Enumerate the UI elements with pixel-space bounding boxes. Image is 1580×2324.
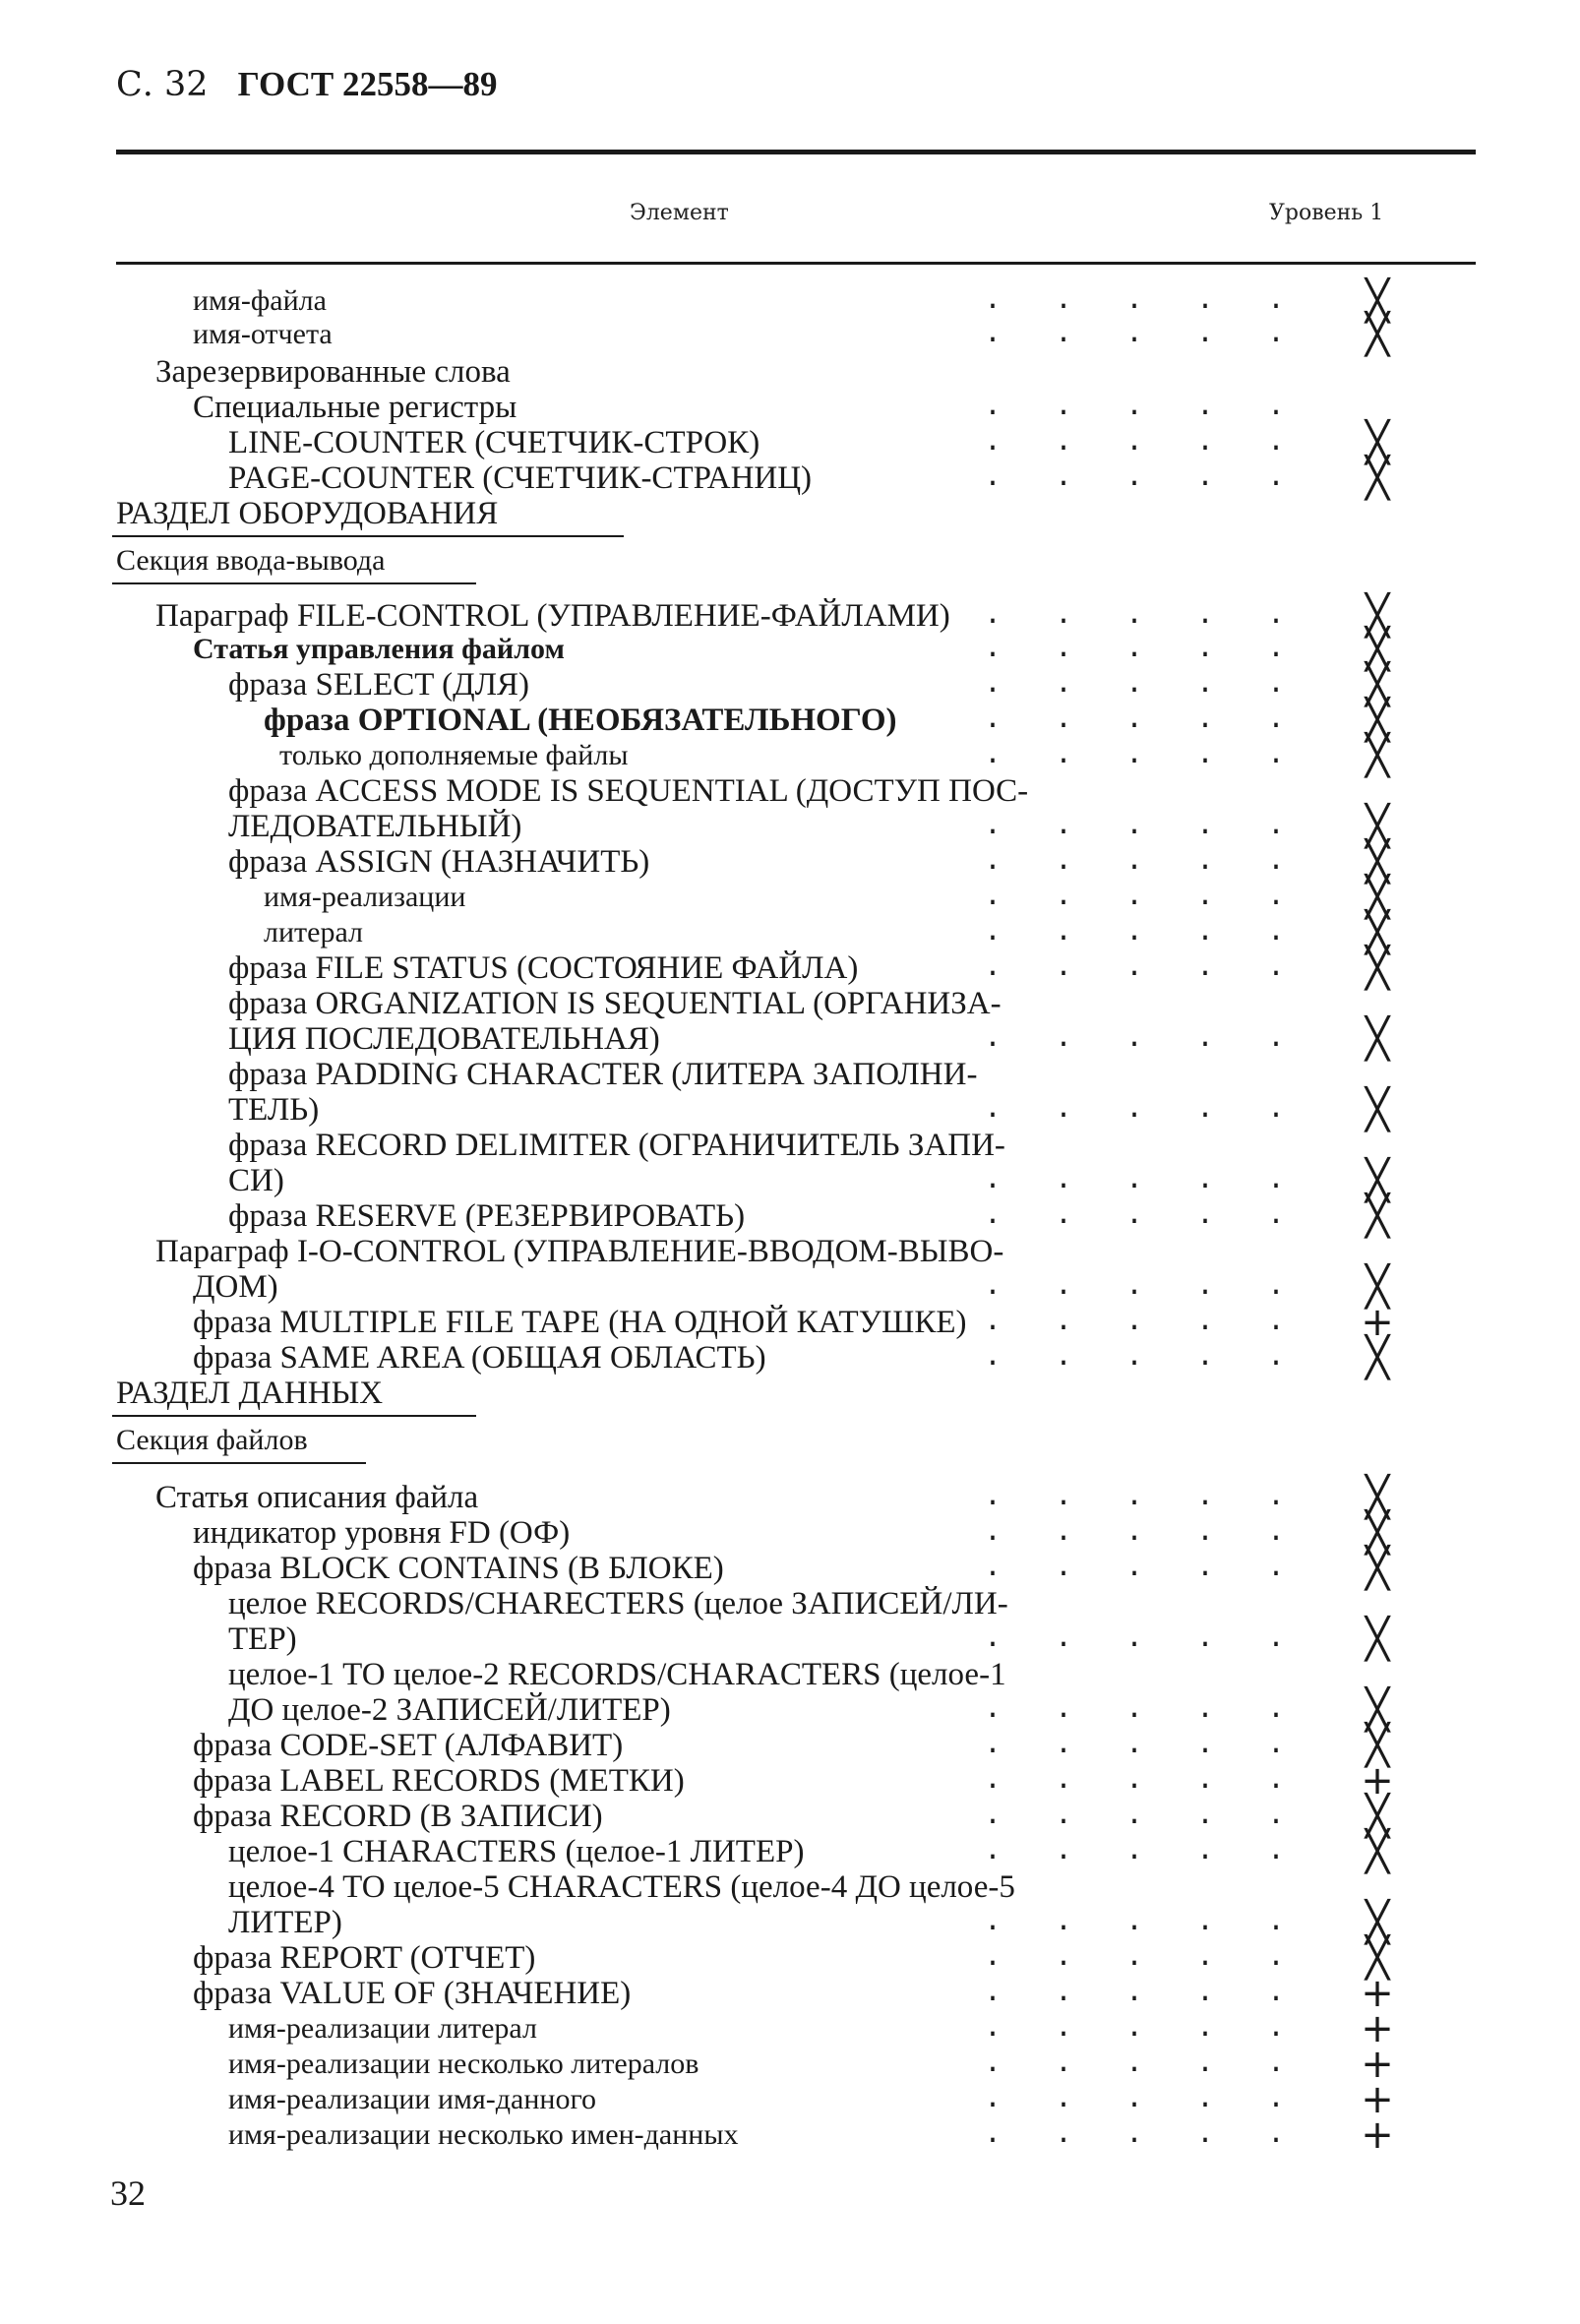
element-label: LINE-COUNTER (СЧЕТЧИК-СТРОК) bbox=[228, 425, 760, 460]
table-row bbox=[0, 1935, 1580, 1981]
table-row bbox=[0, 1264, 1580, 1310]
dot-leader: . . . . . bbox=[984, 284, 1286, 318]
cross-mark-icon: ╳ bbox=[1365, 1829, 1390, 1874]
cross-mark-icon: ╳ bbox=[1365, 698, 1390, 743]
dot-leader: . . . . . bbox=[984, 426, 1286, 459]
element-label: имя-файла bbox=[193, 284, 327, 317]
table-row bbox=[0, 1546, 1580, 1591]
element-label: Параграф I-O-CONTROL (УПРАВЛЕНИЕ-ВВОДОМ-ВЫВО- bbox=[155, 1234, 1004, 1269]
dot-leader: . . . . . bbox=[984, 1341, 1286, 1375]
dot-leader: . . . . . bbox=[984, 461, 1286, 495]
dot-leader: . . . . . bbox=[984, 668, 1286, 702]
dot-leader: . . . . . bbox=[984, 810, 1286, 843]
element-label: имя-реализации литерал bbox=[228, 2012, 537, 2045]
cross-mark-icon: ╳ bbox=[1365, 593, 1390, 639]
dot-leader: . . . . . bbox=[984, 1729, 1286, 1762]
table-row bbox=[0, 1829, 1580, 1874]
table-row bbox=[0, 804, 1580, 849]
element-label: ЛЕДОВАТЕЛЬНЫЙ) bbox=[228, 809, 522, 844]
table-row bbox=[0, 1510, 1580, 1556]
cross-mark-icon: ╳ bbox=[1365, 1475, 1390, 1520]
element-label: имя-реализации имя-данного bbox=[228, 2083, 597, 2115]
cross-mark-icon: ╳ bbox=[1365, 1158, 1390, 1203]
table-row bbox=[0, 1300, 1580, 1345]
element-label: целое-1 ТО целое-2 RECORDS/CHARACTERS (целое-1 bbox=[228, 1657, 1006, 1692]
header-rule bbox=[116, 150, 1476, 154]
dot-leader: . . . . . bbox=[984, 1800, 1286, 1833]
dot-leader: . . . . . bbox=[984, 1164, 1286, 1197]
table-row bbox=[0, 354, 1580, 390]
dot-leader: . . . . . bbox=[984, 1906, 1286, 1939]
plus-mark-icon: + bbox=[1361, 2042, 1394, 2087]
column-header-element: Элемент bbox=[630, 201, 729, 225]
dot-leader: . . . . . bbox=[984, 1941, 1286, 1975]
element-label: фраза MULTIPLE FILE TAPE (НА ОДНОЙ КАТУШКЕ) bbox=[193, 1305, 967, 1340]
dot-leader: . . . . . bbox=[984, 951, 1286, 985]
element-label: Секция ввода-вывода bbox=[116, 544, 386, 577]
dot-leader: . . . . . bbox=[984, 916, 1286, 949]
dot-leader: . . . . . bbox=[984, 1693, 1286, 1727]
dot-leader: . . . . . bbox=[984, 1835, 1286, 1868]
element-label: Статья описания файла bbox=[155, 1480, 479, 1515]
element-label: фраза REPORT (ОТЧЕТ) bbox=[193, 1940, 536, 1976]
dot-leader: . . . . . bbox=[984, 2012, 1286, 2046]
table-row bbox=[0, 1016, 1580, 1062]
table-row bbox=[0, 773, 1580, 809]
heading-underline bbox=[112, 582, 476, 584]
element-label: имя-реализации несколько имен-данных bbox=[228, 2118, 739, 2151]
table-row bbox=[0, 1869, 1580, 1905]
element-label: имя-отчета bbox=[193, 318, 333, 350]
dot-leader: . . . . . bbox=[984, 2048, 1286, 2081]
element-label: Зарезервированные слова bbox=[155, 354, 511, 390]
table-row bbox=[0, 1193, 1580, 1239]
table-row bbox=[0, 1087, 1580, 1132]
element-label: фраза ASSIGN (НАЗНАЧИТЬ) bbox=[228, 844, 650, 880]
heading-underline bbox=[112, 535, 624, 537]
table-row bbox=[0, 2042, 1580, 2087]
table-row bbox=[0, 1657, 1580, 1692]
cross-mark-icon: ╳ bbox=[1365, 1687, 1390, 1733]
dot-leader: . . . . . bbox=[984, 1481, 1286, 1514]
table-row bbox=[0, 1057, 1580, 1092]
element-label: фраза OPTIONAL (НЕОБЯЗАТЕЛЬНОГО) bbox=[264, 703, 897, 738]
element-label: фраза BLOCK CONTAINS (В БЛОКЕ) bbox=[193, 1551, 724, 1586]
table-row bbox=[0, 1376, 1580, 1411]
element-label: РАЗДЕЛ ДАННЫХ bbox=[116, 1376, 384, 1411]
table-row bbox=[0, 1586, 1580, 1621]
dot-leader: . . . . . bbox=[984, 2118, 1286, 2152]
dot-leader: . . . . . bbox=[984, 881, 1286, 914]
element-label: фраза CODE-SET (АЛФАВИТ) bbox=[193, 1728, 624, 1763]
dot-leader: . . . . . bbox=[984, 2083, 1286, 2116]
dot-leader: . . . . . bbox=[984, 703, 1286, 737]
table-row bbox=[0, 1758, 1580, 1804]
plus-mark-icon: + bbox=[1361, 2112, 1394, 2158]
cross-mark-icon: ╳ bbox=[1365, 1087, 1390, 1132]
table-row bbox=[0, 946, 1580, 991]
cross-mark-icon: ╳ bbox=[1365, 1016, 1390, 1062]
element-label: фраза PADDING CHARACTER (ЛИТЕРА ЗАПОЛНИ- bbox=[228, 1057, 978, 1092]
table-row bbox=[0, 1971, 1580, 2016]
table-row bbox=[0, 1423, 1580, 1458]
element-label: ЛИТЕР) bbox=[228, 1905, 342, 1940]
element-label: фраза VALUE OF (ЗНАЧЕНИЕ) bbox=[193, 1976, 632, 2011]
element-label: целое-4 ТО целое-5 CHARACTERS (целое-4 ДО целое-5 bbox=[228, 1869, 1015, 1905]
element-label: целое-1 CHARACTERS (целое-1 ЛИТЕР) bbox=[228, 1834, 805, 1869]
element-label: фраза RESERVE (РЕЗЕРВИРОВАТЬ) bbox=[228, 1198, 746, 1234]
element-label: PAGE-COUNTER (СЧЕТЧИК-СТРАНИЦ) bbox=[228, 460, 813, 496]
element-label: индикатор уровня FD (ОФ) bbox=[193, 1515, 571, 1551]
dot-leader: . . . . . bbox=[984, 1199, 1286, 1233]
element-label: ТЕР) bbox=[228, 1621, 297, 1657]
cross-mark-icon: ╳ bbox=[1365, 278, 1390, 324]
dot-leader: . . . . . bbox=[984, 1022, 1286, 1056]
table-row bbox=[0, 420, 1580, 465]
table-row bbox=[0, 1335, 1580, 1380]
element-label: имя-реализации несколько литералов bbox=[228, 2048, 699, 2080]
element-label: фраза RECORD DELIMITER (ОГРАНИЧИТЕЛЬ ЗАПИ- bbox=[228, 1128, 1005, 1163]
table-row bbox=[0, 839, 1580, 885]
table-row bbox=[0, 733, 1580, 778]
plus-mark-icon: + bbox=[1361, 1758, 1394, 1804]
cross-mark-icon: ╳ bbox=[1365, 456, 1390, 501]
cross-mark-icon: ╳ bbox=[1365, 1900, 1390, 1945]
cross-mark-icon: ╳ bbox=[1365, 733, 1390, 778]
cross-mark-icon bbox=[1360, 354, 1395, 390]
dot-leader: . . . . . bbox=[984, 1093, 1286, 1127]
dot-leader: . . . . . bbox=[984, 1270, 1286, 1304]
cross-mark-icon: ╳ bbox=[1365, 1510, 1390, 1556]
table-row bbox=[0, 390, 1580, 425]
column-header-level: Уровень 1 bbox=[1269, 201, 1384, 225]
heading-underline bbox=[112, 1462, 366, 1464]
cross-mark-icon: ╳ bbox=[1365, 946, 1390, 991]
cross-mark-icon: ╳ bbox=[1365, 1723, 1390, 1768]
cross-mark-icon: ╳ bbox=[1365, 910, 1390, 955]
cross-mark-icon: ╳ bbox=[1365, 875, 1390, 920]
element-label: Статья управления файлом bbox=[193, 633, 565, 665]
element-label: ЦИЯ ПОСЛЕДОВАТЕЛЬНАЯ) bbox=[228, 1021, 660, 1057]
table-row bbox=[0, 2112, 1580, 2158]
table-row bbox=[0, 1234, 1580, 1269]
element-label: Секция файлов bbox=[116, 1424, 308, 1456]
dot-leader: . . . . . bbox=[984, 391, 1286, 424]
table-row bbox=[0, 1617, 1580, 1662]
table-row bbox=[0, 986, 1580, 1021]
table-row bbox=[0, 278, 1580, 324]
cross-mark-icon: ╳ bbox=[1365, 312, 1390, 357]
element-label: фраза ACCESS MODE IS SEQUENTIAL (ДОСТУП ПОС- bbox=[228, 773, 1029, 809]
cross-mark-icon: ╳ bbox=[1365, 804, 1390, 849]
table-row bbox=[0, 2077, 1580, 2122]
column-header-rule bbox=[116, 262, 1476, 265]
cross-mark-icon bbox=[1360, 543, 1395, 579]
dot-leader: . . . . . bbox=[984, 599, 1286, 633]
cross-mark-icon: ╳ bbox=[1365, 627, 1390, 672]
plus-mark-icon: + bbox=[1361, 2006, 1394, 2051]
element-label: ТЕЛЬ) bbox=[228, 1092, 320, 1128]
cross-mark-icon bbox=[1360, 1423, 1395, 1458]
dot-leader: . . . . . bbox=[984, 1977, 1286, 2010]
page-header bbox=[116, 65, 498, 104]
dot-leader: . . . . . bbox=[984, 845, 1286, 879]
element-label: литерал bbox=[264, 916, 364, 948]
table-row bbox=[0, 1900, 1580, 1945]
table-row bbox=[0, 662, 1580, 707]
table-row bbox=[0, 875, 1580, 920]
element-label: ДОМ) bbox=[193, 1269, 278, 1305]
cross-mark-icon bbox=[1360, 496, 1395, 531]
element-label: фраза LABEL RECORDS (МЕТКИ) bbox=[193, 1763, 685, 1799]
dot-leader: . . . . . bbox=[984, 1552, 1286, 1585]
cross-mark-icon: ╳ bbox=[1365, 420, 1390, 465]
cross-mark-icon: ╳ bbox=[1365, 1264, 1390, 1310]
heading-underline bbox=[112, 1415, 476, 1417]
element-label: фраза SELECT (ДЛЯ) bbox=[228, 667, 529, 703]
element-label: только дополняемые файлы bbox=[279, 739, 629, 771]
page-label: С. 32 bbox=[116, 65, 209, 104]
cross-mark-icon: ╳ bbox=[1365, 1193, 1390, 1239]
table-row bbox=[0, 627, 1580, 672]
table-row bbox=[0, 312, 1580, 357]
table-row bbox=[0, 1687, 1580, 1733]
dot-leader: . . . . . bbox=[984, 318, 1286, 351]
table-row bbox=[0, 1723, 1580, 1768]
table-row bbox=[0, 543, 1580, 579]
table-row bbox=[0, 1475, 1580, 1520]
element-label: ДО целое-2 ЗАПИСЕЙ/ЛИТЕР) bbox=[228, 1692, 671, 1728]
dot-leader: . . . . . bbox=[984, 1306, 1286, 1339]
element-label: имя-реализации bbox=[264, 881, 466, 913]
table-row bbox=[0, 2006, 1580, 2051]
cross-mark-icon: ╳ bbox=[1365, 1935, 1390, 1981]
table-row bbox=[0, 698, 1580, 743]
element-label: фраза RECORD (В ЗАПИСИ) bbox=[193, 1799, 603, 1834]
element-label: целое RECORDS/CHARECTERS (целое ЗАПИСЕЙ/ЛИ- bbox=[228, 1586, 1008, 1621]
element-label: фраза ORGANIZATION IS SEQUENTIAL (ОРГАНИЗА- bbox=[228, 986, 1002, 1021]
dot-leader: . . . . . bbox=[984, 633, 1286, 666]
dot-leader: . . . . . bbox=[984, 1516, 1286, 1550]
page-number: 32 bbox=[110, 2173, 146, 2213]
element-label: Специальные регистры bbox=[193, 390, 517, 425]
table-row bbox=[0, 910, 1580, 955]
gost-number: ГОСТ 22558—89 bbox=[237, 65, 498, 103]
cross-mark-icon: ╳ bbox=[1365, 662, 1390, 707]
cross-mark-icon: ╳ bbox=[1365, 839, 1390, 885]
element-label: РАЗДЕЛ ОБОРУДОВАНИЯ bbox=[116, 496, 499, 531]
plus-mark-icon: + bbox=[1361, 1971, 1394, 2016]
table-row bbox=[0, 1794, 1580, 1839]
table-row bbox=[0, 1158, 1580, 1203]
dot-leader: . . . . . bbox=[984, 1764, 1286, 1798]
cross-mark-icon: ╳ bbox=[1365, 1794, 1390, 1839]
cross-mark-icon: ╳ bbox=[1365, 1617, 1390, 1662]
element-label: СИ) bbox=[228, 1163, 284, 1198]
table-row bbox=[0, 593, 1580, 639]
dot-leader: . . . . . bbox=[984, 1622, 1286, 1656]
table-row bbox=[0, 456, 1580, 501]
table-row bbox=[0, 1128, 1580, 1163]
plus-mark-icon: + bbox=[1361, 1300, 1394, 1345]
cross-mark-icon: ╳ bbox=[1365, 1546, 1390, 1591]
element-label: фраза FILE STATUS (СОСТОЯНИЕ ФАЙЛА) bbox=[228, 950, 859, 986]
table-row bbox=[0, 496, 1580, 531]
element-label: Параграф FILE-CONTROL (УПРАВЛЕНИЕ-ФАЙЛАМИ) bbox=[155, 598, 950, 634]
element-label: фраза SAME AREA (ОБЩАЯ ОБЛАСТЬ) bbox=[193, 1340, 766, 1376]
dot-leader: . . . . . bbox=[984, 739, 1286, 772]
plus-mark-icon: + bbox=[1361, 2077, 1394, 2122]
cross-mark-icon: ╳ bbox=[1365, 1335, 1390, 1380]
cross-mark-icon bbox=[1360, 1376, 1395, 1411]
